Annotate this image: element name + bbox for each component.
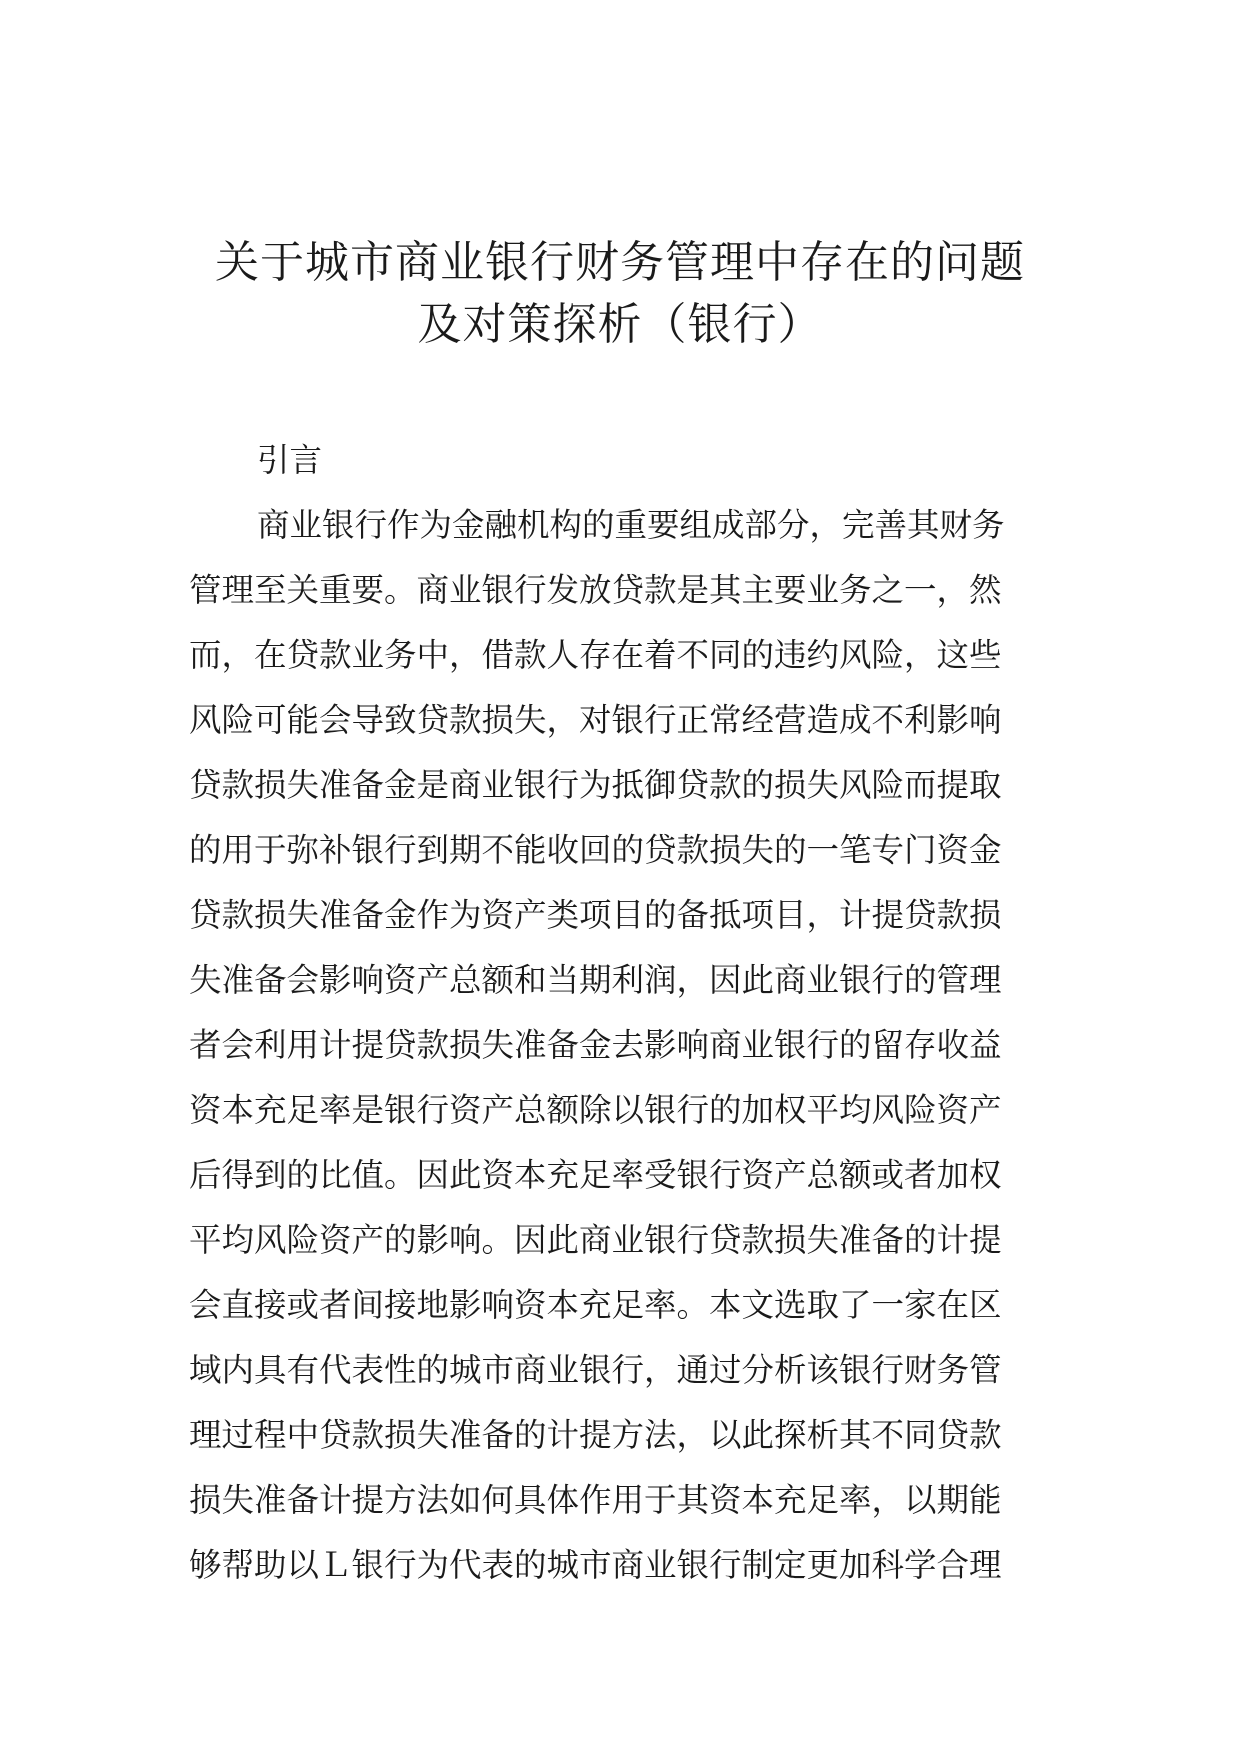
paragraph-line: 贷款损失准备金是商业银行为抵御贷款的损失风险而提取 xyxy=(189,766,1002,804)
title-line-1: 关于城市商业银行财务管理中存在的问题 xyxy=(215,237,1025,288)
paragraph-line: 失准备会影响资产总额和当期利润，因此商业银行的管理 xyxy=(189,961,1002,999)
paragraph-line: 风险可能会导致贷款损失，对银行正常经营造成不利影响 xyxy=(189,701,1002,739)
paragraph-line: 域内具有代表性的城市商业银行，通过分析该银行财务管 xyxy=(189,1351,1002,1389)
paragraph-line: 损失准备计提方法如何具体作用于其资本充足率，以期能 xyxy=(189,1481,1002,1519)
document-title xyxy=(150,232,1090,356)
paragraph-line: 资本充足率是银行资产总额除以银行的加权平均风险资产 xyxy=(189,1091,1002,1129)
section-heading: 引言 xyxy=(257,441,323,479)
paragraph-line: 后得到的比值。因此资本充足率受银行资产总额或者加权 xyxy=(189,1156,1002,1194)
paragraph-line: 贷款损失准备金作为资产类项目的备抵项目，计提贷款损 xyxy=(189,896,1002,934)
paragraph-line: 管理至关重要。商业银行发放贷款是其主要业务之一，然 xyxy=(189,571,1002,609)
paragraph-line: 够帮助以Ｌ银行为代表的城市商业银行制定更加科学合理 xyxy=(189,1546,1002,1584)
paragraph-line: 理过程中贷款损失准备的计提方法，以此探析其不同贷款 xyxy=(189,1416,1002,1454)
paragraph-line: 商业银行作为金融机构的重要组成部分，完善其财务 xyxy=(257,506,1005,544)
paragraph-line: 会直接或者间接地影响资本充足率。本文选取了一家在区 xyxy=(189,1286,1002,1324)
paragraph-line: 而，在贷款业务中，借款人存在着不同的违约风险，这些 xyxy=(189,636,1002,674)
document-body xyxy=(189,428,1069,1598)
paragraph-line: 的用于弥补银行到期不能收回的贷款损失的一笔专门资金 xyxy=(189,831,1002,869)
title-line-2: 及对策探析（银行） xyxy=(417,299,823,350)
paragraph-line: 平均风险资产的影响。因此商业银行贷款损失准备的计提 xyxy=(189,1221,1002,1259)
paragraph-line: 者会利用计提贷款损失准备金去影响商业银行的留存收益 xyxy=(189,1026,1002,1064)
